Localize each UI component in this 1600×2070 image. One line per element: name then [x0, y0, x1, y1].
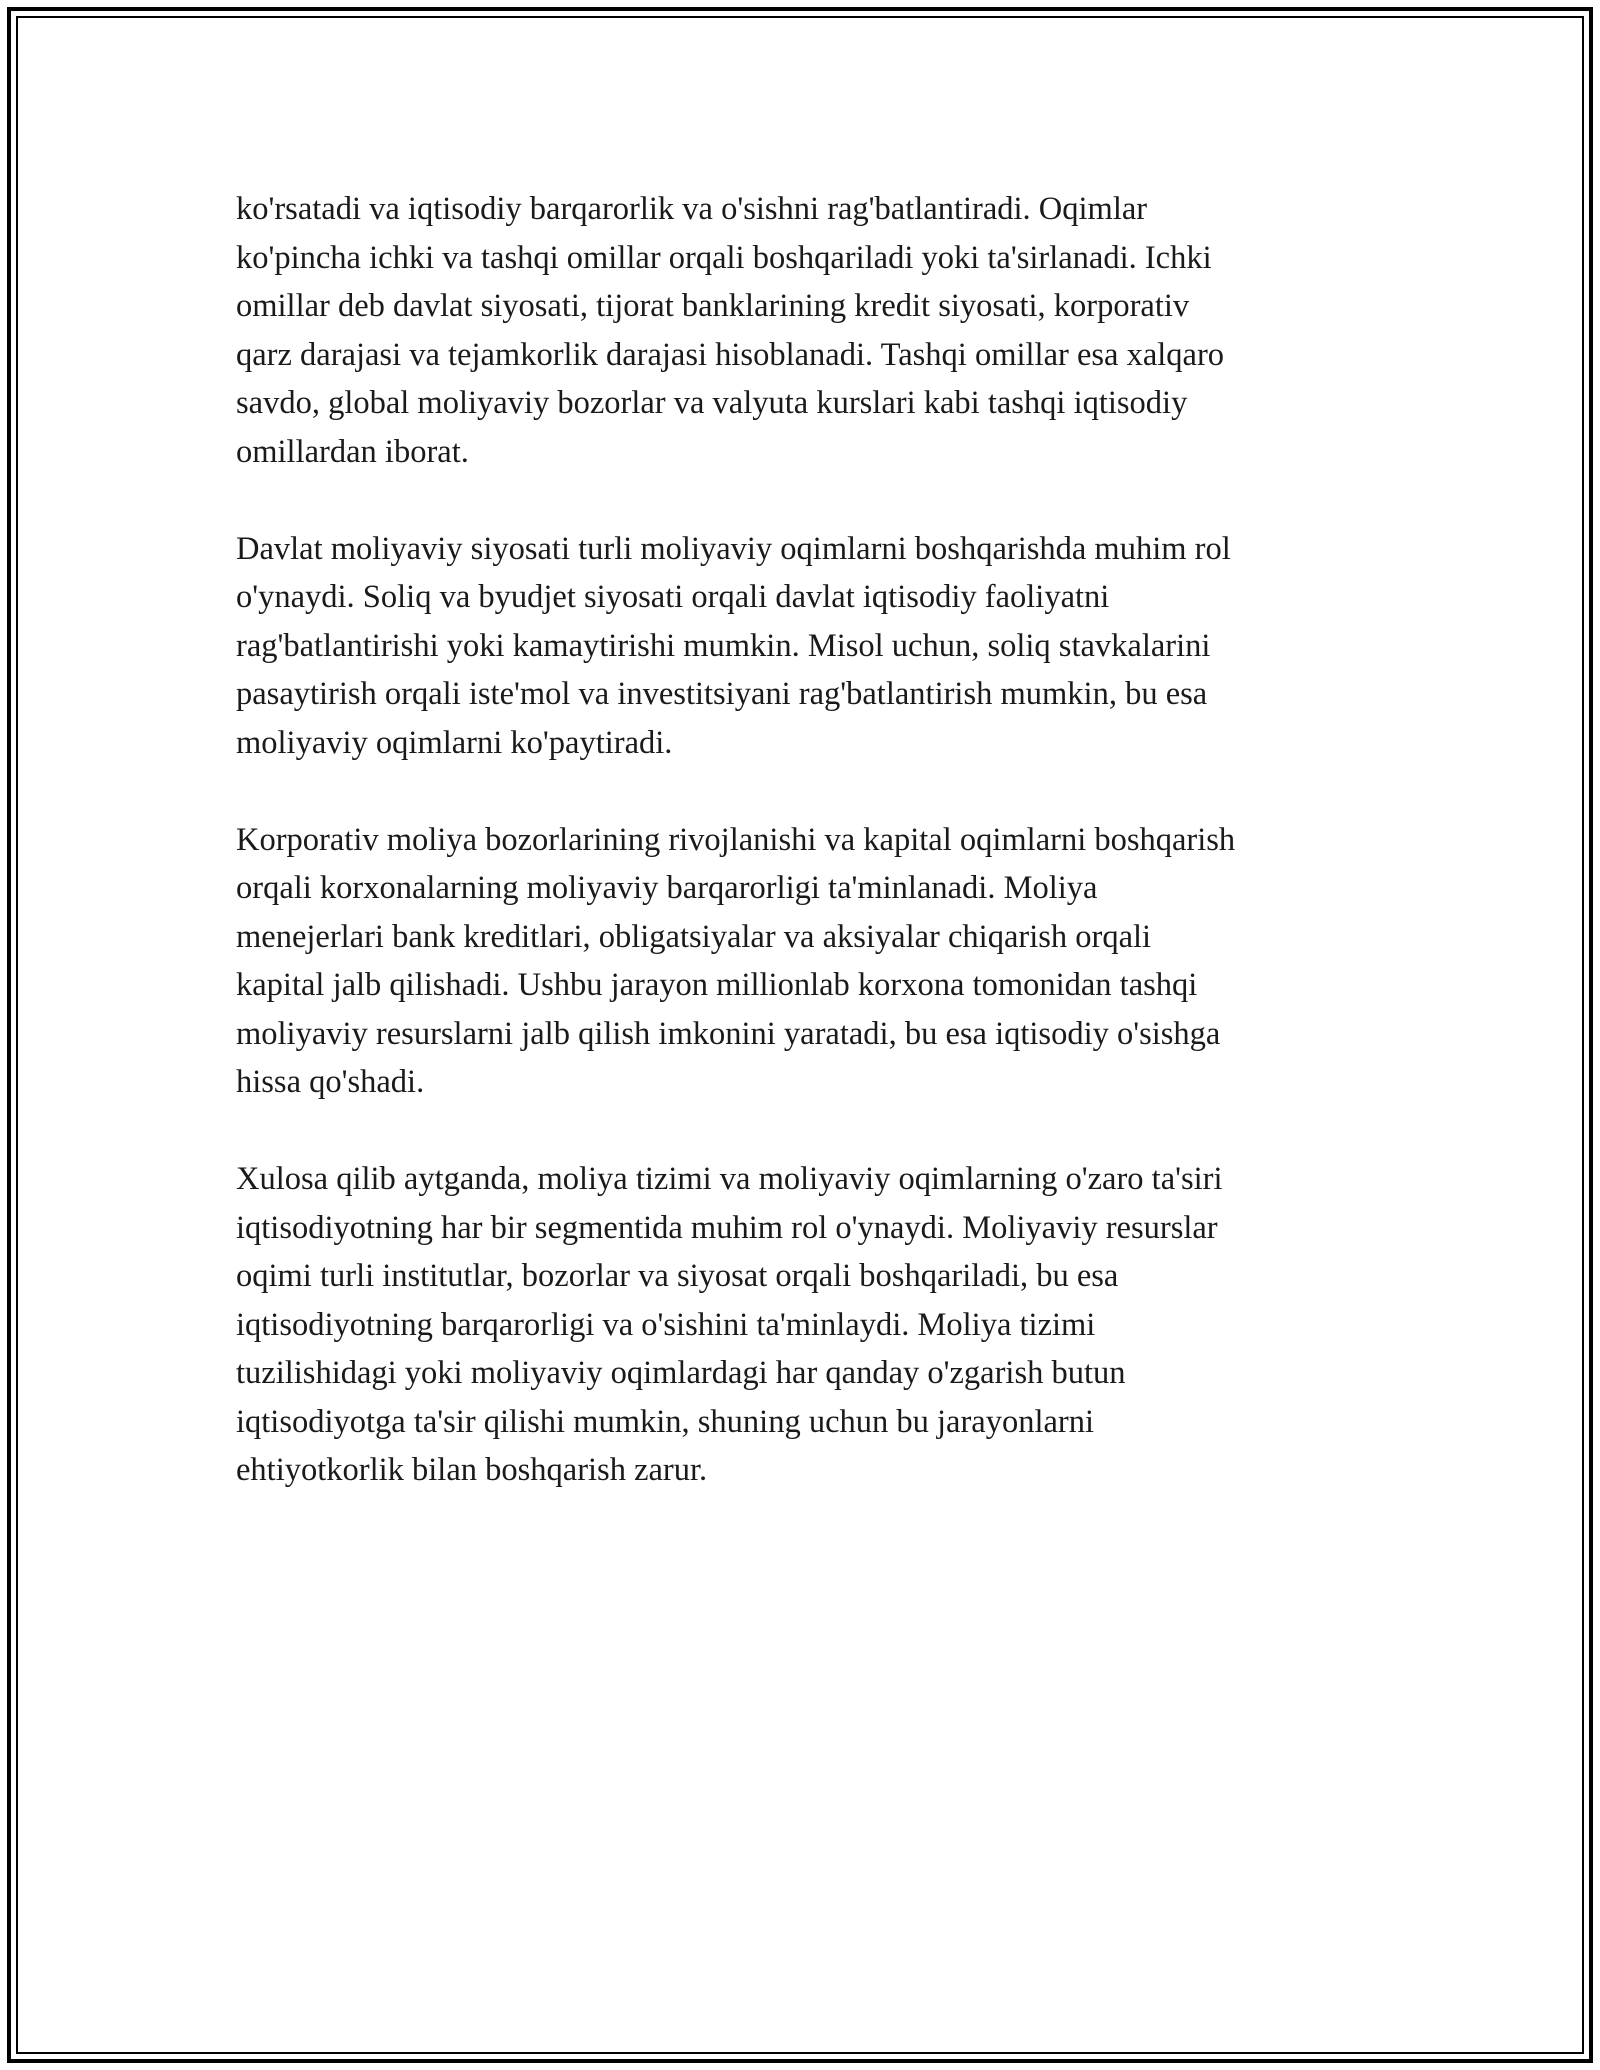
paragraph-3: Korporativ moliya bozorlarining rivojlanishi va kapital oqimlarni boshqarish orqali korxonalarning moliyaviy barqarorligi ta'minlanadi. Moliya menejerlari bank kreditlari, obligatsiyalar va aksiyalar chiqarish orqali kapital jalb qilishadi. Ushbu jarayon millionlab korxona tomonidan tashqi moliyaviy resurslarni jalb qilish imkonini yaratadi, bu esa iqtisodiy o'sishga hissa qo'shadi.: [236, 821, 1236, 1100]
paragraph-2: Davlat moliyaviy siyosati turli moliyaviy oqimlarni boshqarishda muhim rol o'ynaydi. Soliq va byudjet siyosati orqali davlat iqtisodiy faoliyatni rag'batlantirishi yoki kamaytirishi mumkin. Misol uchun, soliq stavkalarini pasaytirish orqali iste'mol va investitsiyani rag'batlantirish mumkin, bu esa moliyaviy oqimlarni ko'paytiradi.: [236, 530, 1231, 761]
paragraph-4: Xulosa qilib aytganda, moliya tizimi va moliyaviy oqimlarning o'zaro ta'siri iqtisodiyotning har bir segmentida muhim rol o'ynaydi. Moliyaviy resurslar oqimi turli institutlar, bozorlar va siyosat orqali boshqariladi, bu esa iqtisodiyotning barqarorligi va o'sishini ta'minlaydi. Moliya tizimi tuzilishidagi yoki moliyaviy oqimlardagi har qanday o'zgarish butun iqtisodiyotga ta'sir qilishi mumkin, shuning uchun bu jarayonlarni ehtiyotkorlik bilan boshqarish zarur.: [236, 1161, 1223, 1488]
document-body: [236, 185, 1366, 1543]
paragraph-1: ko'rsatadi va iqtisodiy barqarorlik va o'sishni rag'batlantiradi. Oqimlar ko'pincha ichki va tashqi omillar orqali boshqariladi yoki ta'sirlanadi. Ichki omillar deb davlat siyosati, tijorat banklarining kredit siyosati, korporativ qarz darajasi va tejamkorlik darajasi hisoblanadi. Tashqi omillar esa xalqaro savdo, global moliyaviy bozorlar va valyuta kurslari kabi tashqi iqtisodiy omillardan iborat.: [236, 191, 1225, 470]
